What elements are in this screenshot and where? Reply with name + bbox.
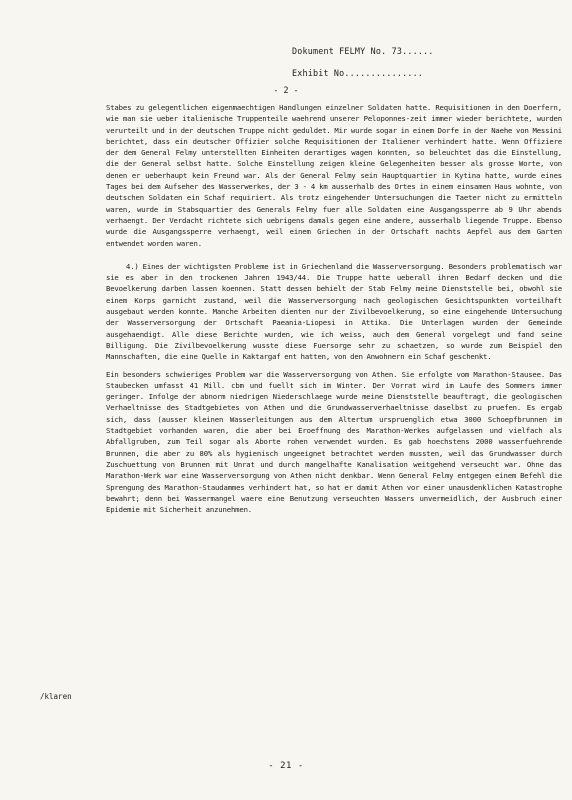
document-number-line [292, 40, 562, 62]
document-body [106, 102, 562, 515]
paragraph: 4.) Eines der wichtigsten Probleme ist in Griechenland die Wasserversorgung. Besonders problematisch war sie es aber in den trockenen Jahren 1943/44. Die Truppe hatte ueberall ihren Bedarf decken und die Bevoelkerung darben lassen koennen. Statt dessen behielt der Stab Felmy meine Dienststelle bei, obwohl sie einem Korps garnicht zustand, weil die Wasserversorgung nach geologischen Gesichtspunkten vorteilhaft ausgebaut werden konnte. Manche Arbeiten dienten nur der Zivilbevoelkerung, so eine eingehende Untersuchung der Wasserversorgung der Ortschaft Paeania-Liopesi in Attika. Die Unterlagen wurden der Gemeinde ausgehaendigt. Alle diese Berichte wurden, wie ich weiss, auch dem General vorgelegt und fand seine Billigung. Die Zivilbevoelkerung wusste diese Fuersorge sehr zu schaetzen, so wurde zum Beispiel den Mannschaften, die eine Quelle in Kaktargaf ent hatten, von den Anwohnern ein Schaf geschenkt. [106, 261, 562, 362]
document-number: 73 [391, 46, 403, 56]
page-number-footer: - 21 - [268, 761, 304, 771]
exhibit-number-line [292, 62, 562, 84]
margin-note: /klaren [40, 692, 72, 701]
exhibit-label: Exhibit No [292, 68, 345, 78]
paragraph: Ein besonders schwieriges Problem war die Wasserversorgung von Athen. Sie erfolgte vom Marathon-Stausee. Das Staubecken umfasst 41 Mill. cbm und fuellt sich im Winter. Der Vorrat wird im Laufe des Sommers immer geringer. Infolge der abnorm niedrigen Niederschlaege wurde meine Dienststelle beauftragt, die geologischen Verhaeltnisse des Stadtgebietes von Athen und die Grundwasserverhaeltnisse daselbst zu pruefen. Es ergab sich, dass (ausser kleinen Wasserleitungen aus dem Altertum urspruenglich etwa 3000 Schoepfbrunnen im Stadtgebiet vorhanden waren, die aber bei Eroeffnung des Marathon-Werkes aufgelassen und vielfach als Abfallgruben, zum Teil sogar als Aborte rohen verwendet wurden. Es gab hoechstens 2000 wasserfuehrende Brunnen, die aber zu 80% als hygienisch ungeeignet betrachtet werden mussten, weil das Grundwasser durch Zuschuettung von Brunnen mit Unrat und durch mangelhafte Kanalisation weitgehend verseucht war. Ohne das Marathon-Werk war eine Wasserversorgung von Athen nicht denkbar. Wenn General Felmy entgegen einem Befehl die Sprengung des Marathon-Staudammes verhindert hat, so hat er damit Athen vor einer unausdenklichen Katastrophe bewahrt; denn bei Wassermangel waere eine Benutzung verseuchten Wassers unvermeidlich, der Ausbruch einer Epidemie mit Sicherheit anzunehmen. [106, 369, 562, 515]
paragraph: Stabes zu gelegentlichen eigenmaechtigen Handlungen einzelner Soldaten hatte. Requisitionen in den Doerfern, wie man sie ueber italienische Truppenteile waehrend unserer Peloponnes-zeit immer wieder berichtete, wurden verurteilt und in der deutschen Truppe nicht geduldet. Mir wurde sogar in einem Dorfe in der Naehe von Messini berichtet, dass ein deutscher Offizier solche Requisitionen der Italiener verhindert hatte. Wenn Offiziere der dem General Felmy unterstellten Einheiten derartiges wagen konnten, so beleuchtet das die Einstellung, die der General selbst hatte. Solche Einstellung zeigen kleine Gelegenheiten besser als grosse Worte, von denen er ueberhaupt kein Freund war. Als der General Felmy sein Hauptquartier in Kytina hatte, wurde eines Tages bei dem Aufseher des Wasserwerkes, der 3 - 4 km ausserhalb des Ortes in einem einsamen Haus wohnte, von deutschen Soldaten ein Schaf requiriert. Als trotz eingehender Untersuchungen die Taeter nicht zu ermitteln waren, wurde im Stabsquartier des Generals Felmy fuer alle Soldaten eine Ausgangssperre ab 9 Uhr abends verhaengt. Der Verdacht richtete sich uebrigens damals gegen eine andere, ausserhalb liegende Truppe. Ebenso wurde die Ausgangssperre verhaengt, weil einem Griechen in der Ortschaft nachts Aepfel aus dem Garten entwendet worden waren. [106, 103, 562, 248]
document-label: Dokument FELMY No. [292, 46, 387, 56]
exhibit-number-dots: ............... [344, 68, 424, 78]
document-number-dots: ...... [402, 46, 434, 56]
document-header [292, 40, 562, 84]
page-number-top: - 2 - [273, 85, 299, 95]
